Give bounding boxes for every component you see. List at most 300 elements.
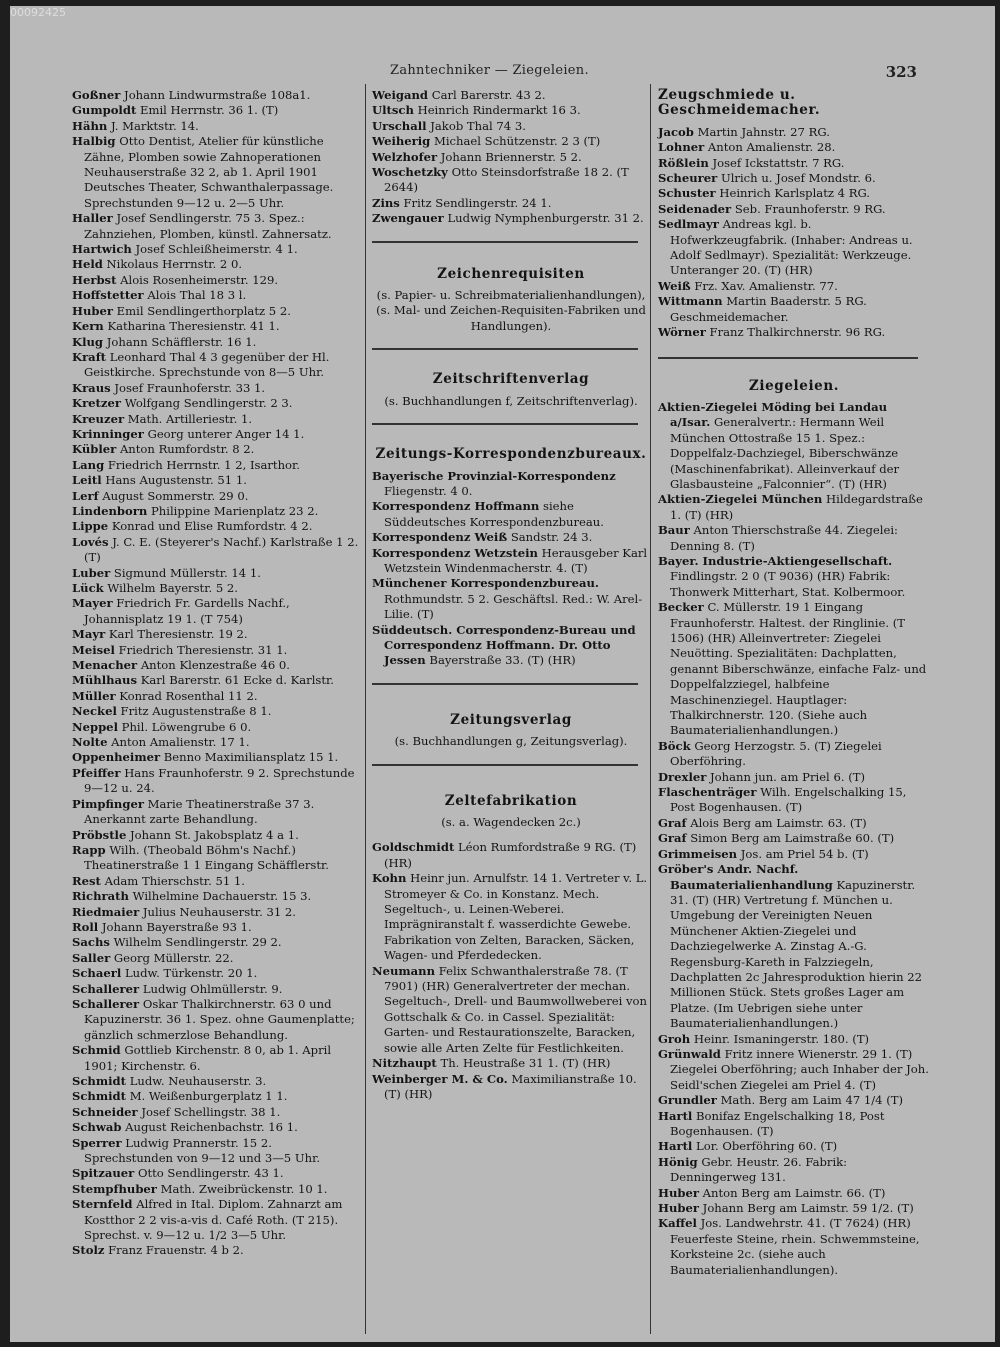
entry-detail: Sigmund Müllerstr. 14 1. xyxy=(113,565,261,580)
entry-detail: Anton Rumfordstr. 8 2. xyxy=(119,442,255,457)
entry-name: Hartl xyxy=(658,1108,693,1123)
entry-name: Krinninger xyxy=(72,426,144,441)
section-title: Zeichenrequisiten xyxy=(437,265,585,282)
entry-detail: Alois Berg am Laimstr. 63. (T) xyxy=(690,815,867,830)
directory-entry xyxy=(72,504,362,519)
entry-detail: Findlingstr. 2 0 (T 9036) (HR) Fabrik: Thonwerk Mitterhart, Stat. Kolbermoor. xyxy=(670,569,906,599)
entry-detail: Friedrich Fr. Gardells Nachf., Johannisplatz 19 1. (T 754) xyxy=(84,596,290,626)
entry-list xyxy=(372,840,650,1102)
directory-entry xyxy=(658,816,930,831)
directory-entry xyxy=(72,1243,362,1258)
directory-entry xyxy=(72,720,362,735)
entry-detail: J. Marktstr. 14. xyxy=(111,118,199,133)
entry-detail: Léon Rumfordstraße 9 RG. (T) (HR) xyxy=(384,840,637,870)
directory-entry xyxy=(72,119,362,134)
directory-entry xyxy=(72,920,362,935)
directory-entry xyxy=(658,523,930,554)
entry-name: Wittmann xyxy=(658,294,723,309)
entry-name: Halbig xyxy=(72,134,116,149)
entry-name: Huber xyxy=(658,1201,699,1216)
entry-detail: Hildegardstraße 1. (T) (HR) xyxy=(670,492,923,522)
column-rule xyxy=(365,84,366,1334)
section-title: Zeltefabrikation xyxy=(444,792,578,809)
directory-entry xyxy=(72,596,362,627)
entry-list xyxy=(372,469,650,669)
entry-detail: Fritz innere Wienerstr. 29 1. (T) Ziegelei Oberföhring; auch Inhaber der Joh. Seidl'schen Ziegelei am Priel 4. (T) xyxy=(670,1046,929,1092)
entry-name: Urschall xyxy=(372,118,427,133)
section-note: (s. Buchhandlungen f, Zeitschriftenverlag). xyxy=(384,393,638,408)
entry-name: Drexler xyxy=(658,769,707,784)
entry-detail: Gottlieb Kirchenstr. 8 0, ab 1. April 1901; Kirchenstr. 6. xyxy=(84,1043,332,1073)
directory-entry xyxy=(72,88,362,103)
entry-detail: August Sommerstr. 29 0. xyxy=(102,488,249,503)
entry-name: Müller xyxy=(72,688,116,703)
section-title: Zeitschriftenverlag xyxy=(432,371,590,388)
entry-detail: Fliegenstr. 4 0. xyxy=(384,483,473,498)
entry-detail: Georg unterer Anger 14 1. xyxy=(147,426,305,441)
entry-name: Pfeiffer xyxy=(72,765,121,780)
entry-detail: Emil Sendlingerthorplatz 5 2. xyxy=(116,303,291,318)
column-rule xyxy=(650,84,651,1334)
entry-detail: Otto Dentist, Atelier für künstliche Zähne, Plomben sowie Zahnoperationen Neuhauserstraße 32 2, ab 1. April 1901 Deutsches Theater, Schwanthalerpassage. Sprechstunden 9—12 u. 2—5 Uhr. xyxy=(84,134,334,210)
entry-name: Aktien-Ziegelei Möding bei Landau a/Isar. xyxy=(658,399,888,430)
entry-name: Hartl xyxy=(658,1139,693,1154)
entry-name: Schneider xyxy=(72,1104,138,1119)
entry-name: Welzhofer xyxy=(372,149,438,164)
directory-page xyxy=(10,6,995,1342)
section-title: Ziegeleien. xyxy=(748,377,840,394)
entry-name: Kern xyxy=(72,319,104,334)
entry-detail: Johann Schäfflerstr. 16 1. xyxy=(106,334,257,349)
directory-entry xyxy=(658,847,930,862)
directory-entry xyxy=(658,400,930,492)
entry-name: Neumann xyxy=(372,963,436,978)
entry-name: Graf xyxy=(658,815,687,830)
directory-entry xyxy=(372,88,650,103)
entry-name: Lippe xyxy=(72,519,109,534)
entry-name: Korrespondenz Wetzstein xyxy=(372,545,538,560)
section-zeichenrequisiten xyxy=(372,267,650,335)
entry-detail: Felix Schwanthalerstraße 78. (T 7901) (HR) Generalvertreter der mechan. Segeltuch-, Drell- und Baumwollweberei von Gottschalk & Co. in Cassel. Spezialität: Garten- und Restaurationszelte, Baracken, sowie alle Arten Zelte für Festlichkeiten. xyxy=(384,963,647,1055)
entry-name: Aktien-Ziegelei München xyxy=(658,492,823,507)
directory-entry xyxy=(72,458,362,473)
entry-name: Stempfhuber xyxy=(72,1181,157,1196)
directory-entry xyxy=(658,554,930,600)
entry-name: Baur xyxy=(658,523,690,538)
entry-detail: Lor. Oberföhring 60. (T) xyxy=(696,1139,838,1154)
directory-entry xyxy=(372,546,650,577)
entry-name: Rapp xyxy=(72,842,106,857)
entry-detail: Gebr. Heustr. 26. Fabrik: Denningerweg 131. xyxy=(670,1154,848,1185)
entry-name: Gröber's Andr. Nachf. Baumaterialienhandlung xyxy=(658,862,833,892)
directory-entry xyxy=(372,1056,650,1071)
entry-detail: Math. Zweibrückenstr. 10 1. xyxy=(160,1181,328,1196)
entry-detail: Johann Lindwurmstraße 108a1. xyxy=(124,88,311,102)
entry-name: Huber xyxy=(658,1185,699,1200)
entry-name: Zins xyxy=(372,195,400,210)
directory-entry xyxy=(658,1186,930,1201)
entry-detail: Heinrich Karlsplatz 4 RG. xyxy=(719,186,870,201)
entry-name: Lerf xyxy=(72,488,99,503)
directory-entry xyxy=(72,874,362,889)
directory-entry xyxy=(72,319,362,334)
entry-name: Saller xyxy=(72,950,111,965)
entry-name: Lang xyxy=(72,457,105,472)
entry-name: Roll xyxy=(72,919,99,934)
directory-entry xyxy=(72,566,362,581)
section-zeitungsverlag xyxy=(372,713,650,750)
entry-name: Leitl xyxy=(72,473,102,488)
entry-name: Sedlmayr xyxy=(658,217,719,232)
directory-entry xyxy=(658,862,930,1031)
directory-entry xyxy=(72,643,362,658)
entry-detail: Katharina Theresienstr. 41 1. xyxy=(107,319,280,334)
directory-entry xyxy=(658,492,930,523)
entry-detail: Adam Thierschstr. 51 1. xyxy=(104,873,245,888)
entry-detail: Phil. Löwengrube 6 0. xyxy=(121,719,252,734)
entry-detail: Heinrich Rindermarkt 16 3. xyxy=(417,103,581,118)
entry-name: Pimpfinger xyxy=(72,796,144,811)
entry-detail: Franz Frauenstr. 4 b 2. xyxy=(108,1243,244,1258)
divider xyxy=(372,683,638,685)
entry-name: Wörner xyxy=(658,325,706,340)
entry-name: Hähn xyxy=(72,118,108,133)
directory-entry xyxy=(72,658,362,673)
directory-entry xyxy=(372,499,650,530)
directory-entry xyxy=(72,535,362,566)
directory-entry xyxy=(658,600,930,739)
entry-list xyxy=(72,88,362,1259)
section-korrespondenzbureaux xyxy=(372,447,650,669)
entry-name: Schallerer xyxy=(72,981,140,996)
directory-entry xyxy=(72,473,362,488)
directory-entry xyxy=(658,1093,930,1108)
directory-entry xyxy=(72,103,362,118)
entry-name: Lück xyxy=(72,581,104,595)
entry-detail: Wilhelm Sendlingerstr. 29 2. xyxy=(113,935,282,950)
entry-detail: Karl Theresienstr. 19 2. xyxy=(108,627,248,642)
column-ziegeleien xyxy=(658,88,930,1278)
entry-name: Weigand xyxy=(372,88,429,102)
entry-name: Grimmeisen xyxy=(658,846,738,861)
directory-entry xyxy=(658,1216,930,1278)
scan-stamp: 00092425 xyxy=(10,6,66,19)
entry-name: Pröbstle xyxy=(72,827,127,842)
entry-name: Huber xyxy=(72,303,113,318)
entry-name: Kaffel xyxy=(658,1216,697,1231)
entry-detail: Anton Klenzestraße 46 0. xyxy=(140,658,290,673)
section-note: (s. Buchhandlungen g, Zeitungsverlag). xyxy=(394,734,628,749)
entry-name: Sternfeld xyxy=(72,1197,133,1212)
entry-detail: C. Müllerstr. 19 1 Eingang Fraunhoferstr. Haltest. der Ringlinie. (T 1506) (HR) Alleinvertreter: Ziegelei Neuötting. Spezialitäten: Dachplatten, genannt Biberschwänze, einfache Falz- und Doppelfalzziegel, halbfeine Maschinenziegel. Hauptlager: Thalkirchnerstr. 120. (Siehe auch Baumaterialienhandlungen.) xyxy=(670,600,927,738)
entry-detail: Math. Berg am Laim 47 1/4 (T) xyxy=(720,1093,904,1108)
directory-entry xyxy=(72,966,362,981)
entry-name: Becker xyxy=(658,600,704,615)
section-title: Zeitungs-Korrespondenzbureaux. xyxy=(375,446,647,463)
directory-entry xyxy=(658,831,930,846)
entry-detail: Leonhard Thal 4 3 gegenüber der Hl. Geistkirche. Sprechstunde von 8—5 Uhr. xyxy=(84,349,330,380)
directory-entry xyxy=(72,935,362,950)
entry-detail: Fritz Sendlingerstr. 24 1. xyxy=(403,195,552,210)
entry-name: Herbst xyxy=(72,272,117,287)
entry-detail: Seb. Fraunhoferstr. 9 RG. xyxy=(734,201,886,216)
entry-detail: Wilh. Engelschalking 15, Post Bogenhausen. (T) xyxy=(670,785,907,815)
entry-detail: Nikolaus Herrnstr. 2 0. xyxy=(106,257,243,272)
entry-detail: Wilh. (Theobald Böhm's Nachf.) Theatinerstraße 1 1 Eingang Schäfflerstr. xyxy=(84,842,329,873)
directory-entry xyxy=(72,442,362,457)
entry-detail: Emil Herrnstr. 36 1. (T) xyxy=(140,103,279,118)
section-zeugschmiede xyxy=(658,88,930,341)
directory-entry xyxy=(72,766,362,797)
entry-detail: Ludw. Neuhauserstr. 3. xyxy=(129,1074,267,1088)
directory-entry xyxy=(72,1166,362,1181)
entry-detail: Friedrich Herrnstr. 1 2, Isarthor. xyxy=(107,457,300,472)
entry-detail: Anton Berg am Laimstr. 66. (T) xyxy=(702,1185,886,1200)
directory-entry xyxy=(72,704,362,719)
entry-name: Neppel xyxy=(72,719,118,734)
directory-entry xyxy=(72,735,362,750)
entry-detail: Alois Rosenheimerstr. 129. xyxy=(120,272,279,287)
entry-detail: Kapuzinerstr. 31. (T) (HR) Vertretung f. München u. Umgebung der Vereinigten Neuen Münchener Aktien-Ziegelei und Dachziegelwerke A. Zinstag A.-G. Regensburg-Kareth in Falzziegeln, Dachplatten 2c Jahresproduktion hierin 22 Millionen Stück. Stets großes Lager am Platze. (Im Uebrigen siehe unter Baumaterialienhandlungen.) xyxy=(670,877,923,1031)
entry-detail: Wolfgang Sendlingerstr. 2 3. xyxy=(124,396,293,411)
directory-entry xyxy=(72,581,362,596)
entry-detail: Jos. am Priel 54 b. (T) xyxy=(740,846,869,861)
entry-name: Nolte xyxy=(72,735,108,750)
entry-detail: Ulrich u. Josef Mondstr. 6. xyxy=(720,171,876,186)
directory-entry xyxy=(72,519,362,534)
directory-entry xyxy=(658,1139,930,1154)
entry-detail: Ludwig Nymphenburgerstr. 31 2. xyxy=(447,211,644,226)
directory-entry xyxy=(372,103,650,118)
entry-detail: Michael Schützenstr. 2 3 (T) xyxy=(433,134,601,149)
entry-name: Menacher xyxy=(72,658,138,673)
entry-name: Klug xyxy=(72,334,104,349)
directory-entry xyxy=(72,381,362,396)
entry-name: Sperrer xyxy=(72,1135,122,1150)
entry-name: Mühlhaus xyxy=(72,673,137,688)
entry-name: Schuster xyxy=(658,186,716,201)
entry-detail: Julius Neuhauserstr. 31 2. xyxy=(142,904,296,919)
entry-detail: Heinr jun. Arnulfstr. 14 1. Vertreter v. L. Stromeyer & Co. in Konstanz. Mech. Segeltuch-, u. Leinen-Weberei. Imprägniranstalt f. wasserdichte Gewebe. Fabrikation von Zelten, Baracken, Säcken, Wagen- und Pferdedecken. xyxy=(384,871,648,963)
entry-detail: Th. Heustraße 31 1. (T) (HR) xyxy=(440,1056,611,1071)
entry-name: Lovés xyxy=(72,534,109,549)
section-zeitschriftenverlag xyxy=(372,372,650,409)
entry-name: Grundler xyxy=(658,1093,717,1108)
directory-entry xyxy=(372,1072,650,1103)
divider xyxy=(372,348,638,350)
entry-name: Richrath xyxy=(72,889,129,904)
entry-detail: Otto Sendlingerstr. 43 1. xyxy=(137,1166,284,1181)
column-zeitungen xyxy=(372,88,650,1102)
directory-entry xyxy=(658,125,930,140)
directory-entry xyxy=(72,396,362,411)
directory-entry xyxy=(658,770,930,785)
entry-name: Sachs xyxy=(72,935,110,950)
entry-name: Mayer xyxy=(72,596,113,611)
directory-entry xyxy=(658,785,930,816)
directory-entry xyxy=(372,530,650,545)
entry-name: Kohn xyxy=(372,871,407,886)
directory-entry xyxy=(658,279,930,294)
directory-entry xyxy=(658,294,930,325)
directory-entry xyxy=(658,140,930,155)
entry-detail: Martin Jahnstr. 27 RG. xyxy=(697,124,830,139)
entry-detail: Oskar Thalkirchnerstr. 63 0 und Kapuzinerstr. 36 1. Spez. ohne Gaumenplatte; gänzlich schmerzlose Behandlung. xyxy=(84,996,355,1042)
entry-name: Spitzauer xyxy=(72,1166,135,1181)
entry-detail: Alfred in Ital. Diplom. Zahnarzt am Kostthor 2 2 vis-a-vis d. Café Roth. (T 215). Sprechst. v. 9—12 u. 1/2 3—5 Uhr. xyxy=(84,1197,343,1243)
section-title: Zeugschmiede u. Geschmeidemacher. xyxy=(658,87,821,119)
directory-entry xyxy=(372,165,650,196)
directory-entry xyxy=(72,997,362,1043)
entry-detail: Konrad Rosenthal 11 2. xyxy=(119,688,258,703)
directory-entry xyxy=(72,288,362,303)
directory-entry xyxy=(372,840,650,871)
directory-entry xyxy=(372,623,650,669)
entry-name: Weiherig xyxy=(372,134,431,149)
entry-detail: Ludwig Prannerstr. 15 2. Sprechstunden von 9—12 und 3—5 Uhr. xyxy=(84,1135,321,1166)
entry-detail: Johann Berg am Laimstr. 59 1/2. (T) xyxy=(702,1201,914,1216)
entry-detail: August Reichenbachstr. 16 1. xyxy=(125,1120,298,1135)
entry-detail: Marie Theatinerstraße 37 3. Anerkannt zarte Behandlung. xyxy=(84,796,315,827)
directory-entry xyxy=(72,828,362,843)
directory-entry xyxy=(658,325,930,340)
entry-list xyxy=(658,125,930,341)
directory-entry xyxy=(372,150,650,165)
entry-name: Grünwald xyxy=(658,1046,721,1061)
section-note: (s. a. Wagendecken 2c.) xyxy=(441,815,581,829)
directory-entry xyxy=(658,1155,930,1186)
directory-entry xyxy=(72,489,362,504)
divider xyxy=(658,357,918,359)
section-note: (s. Papier- u. Schreibmaterialienhandlungen), xyxy=(376,288,646,303)
entry-detail: Herausgeber Karl Wetzstein Windenmacherstr. 4. (T) xyxy=(384,545,648,575)
directory-entry xyxy=(72,750,362,765)
directory-entry xyxy=(372,119,650,134)
entry-name: Woschetzky xyxy=(372,165,448,180)
section-ziegeleien xyxy=(658,379,930,1279)
entry-detail: Wilhelmine Dachauerstr. 15 3. xyxy=(132,889,312,904)
entry-detail: Bonifaz Engelschalking 18, Post Bogenhausen. (T) xyxy=(670,1108,885,1138)
entry-detail: Josef Fraunhoferstr. 33 1. xyxy=(114,380,266,395)
entry-name: Schaerl xyxy=(72,966,122,981)
entry-list xyxy=(658,400,930,1278)
entry-detail: Josef Ickstattstr. 7 RG. xyxy=(712,155,845,170)
entry-name: Hoffstetter xyxy=(72,288,144,303)
entry-name: Rößlein xyxy=(658,155,709,170)
directory-entry xyxy=(72,1197,362,1243)
entry-detail: Hans Augustenstr. 51 1. xyxy=(105,473,247,488)
entry-detail: Martin Baaderstr. 5 RG. Geschmeidemacher. xyxy=(670,294,867,324)
directory-entry xyxy=(72,1105,362,1120)
entry-detail: Friedrich Theresienstr. 31 1. xyxy=(118,642,288,657)
entry-name: Goßner xyxy=(72,88,121,102)
entry-name: Korrespondenz Weiß xyxy=(372,530,508,545)
entry-name: Meisel xyxy=(72,642,115,657)
directory-entry xyxy=(372,964,650,1056)
entry-detail: Hans Fraunhoferstr. 9 2. Sprechstunde 9—12 u. 24. xyxy=(84,765,355,796)
entry-detail: Rothmundstr. 5 2. Geschäftsl. Red.: W. Arel-Lilie. (T) xyxy=(384,591,643,622)
entry-name: Goldschmidt xyxy=(372,840,455,855)
entry-name: Jacob xyxy=(658,124,694,139)
entry-name: Kübler xyxy=(72,442,117,457)
entry-detail: Ludw. Türkenstr. 20 1. xyxy=(124,966,258,981)
directory-entry xyxy=(72,1043,362,1074)
entry-name: Riedmaier xyxy=(72,904,140,919)
entry-name: Bayerische Provinzial-Korrespondenz xyxy=(372,468,616,483)
entry-detail: Generalvertr.: Hermann Weil München Ottostraße 15 1. Spez.: Doppelfalz-Dachziegel, Biberschwänze (Maschinenfabrikat). Alleinverkauf der Glasbausteine „Falconnier“. (T) (HR) xyxy=(670,415,900,491)
entry-name: Kraus xyxy=(72,380,111,395)
entry-detail: Ludwig Ohlmüllerstr. 9. xyxy=(142,981,283,996)
entry-name: Rest xyxy=(72,873,101,888)
entry-name: Weinberger M. & Co. xyxy=(372,1071,508,1086)
divider xyxy=(372,423,638,425)
entry-detail: Jos. Landwehrstr. 41. (T 7624) (HR) Feuerfeste Steine, rhein. Schwemmsteine, Korksteine 2c. (siehe auch Baumaterialienhandlungen). xyxy=(670,1216,920,1277)
directory-entry xyxy=(72,1074,362,1089)
entry-detail: Johann Bayerstraße 93 1. xyxy=(101,919,252,934)
entry-detail: J. C. E. (Steyerer's Nachf.) Karlstraße 1 2. (T) xyxy=(84,534,359,565)
directory-entry xyxy=(372,196,650,211)
entry-detail: Maximilianstraße 10. (T) (HR) xyxy=(384,1071,637,1101)
directory-entry xyxy=(72,1089,362,1104)
entry-name: Hartwich xyxy=(72,242,132,257)
entry-name: Weiß xyxy=(658,278,691,293)
entry-name: Hönig xyxy=(658,1154,698,1169)
entry-name: Bayer. Industrie-Aktiengesellschaft. xyxy=(658,553,893,568)
entry-name: Scheurer xyxy=(658,171,718,186)
entry-name: Ultsch xyxy=(372,103,414,118)
entry-detail: Josef Schellingstr. 38 1. xyxy=(141,1104,281,1119)
entry-detail: Sandstr. 24 3. xyxy=(510,530,593,545)
entry-name: Oppenheimer xyxy=(72,750,161,765)
entry-detail: Josef Sendlingerstr. 75 3. Spez.: Zahnziehen, Plomben, künstl. Zahnersatz. xyxy=(84,211,332,241)
entry-name: Lindenborn xyxy=(72,503,148,518)
entry-name: Korrespondenz Hoffmann xyxy=(372,499,540,514)
entry-name: Kreuzer xyxy=(72,411,125,426)
directory-entry xyxy=(658,186,930,201)
entry-name: Mayr xyxy=(72,627,106,642)
entry-detail: Konrad und Elise Rumfordstr. 4 2. xyxy=(111,519,313,534)
directory-entry xyxy=(658,739,930,770)
directory-entry xyxy=(72,412,362,427)
entry-name: Held xyxy=(72,257,103,272)
entry-name: Lohner xyxy=(658,140,705,155)
entry-detail: Heinr. Ismaningerstr. 180. (T) xyxy=(693,1031,870,1046)
entry-detail: Anton Amalienstr. 17 1. xyxy=(111,735,250,750)
directory-entry xyxy=(658,1032,930,1047)
divider xyxy=(372,241,638,243)
entry-detail: Josef Schleißheimerstr. 4 1. xyxy=(135,242,298,257)
directory-entry xyxy=(658,217,930,279)
entry-name: Münchener Korrespondenzbureau. xyxy=(372,576,599,591)
entry-detail: Johann St. Jakobsplatz 4 a 1. xyxy=(130,827,299,842)
directory-entry xyxy=(658,202,930,217)
directory-entry xyxy=(72,951,362,966)
entry-detail: Frz. Xav. Amalienstr. 77. xyxy=(694,278,838,293)
divider xyxy=(372,764,638,766)
entry-name: Flaschenträger xyxy=(658,785,757,800)
directory-entry xyxy=(72,905,362,920)
entry-detail: Johann Briennerstr. 5 2. xyxy=(440,149,582,164)
entry-detail: Fritz Augustenstraße 8 1. xyxy=(120,704,272,719)
entry-name: Schwab xyxy=(72,1120,122,1135)
directory-entry xyxy=(372,134,650,149)
entry-detail: Jakob Thal 74 3. xyxy=(430,118,526,133)
directory-entry xyxy=(72,304,362,319)
entry-detail: Franz Thalkirchnerstr. 96 RG. xyxy=(709,325,886,340)
entry-name: Zwengauer xyxy=(372,211,444,226)
entry-detail: Wilhelm Bayerstr. 5 2. xyxy=(107,581,238,595)
directory-entry xyxy=(72,242,362,257)
